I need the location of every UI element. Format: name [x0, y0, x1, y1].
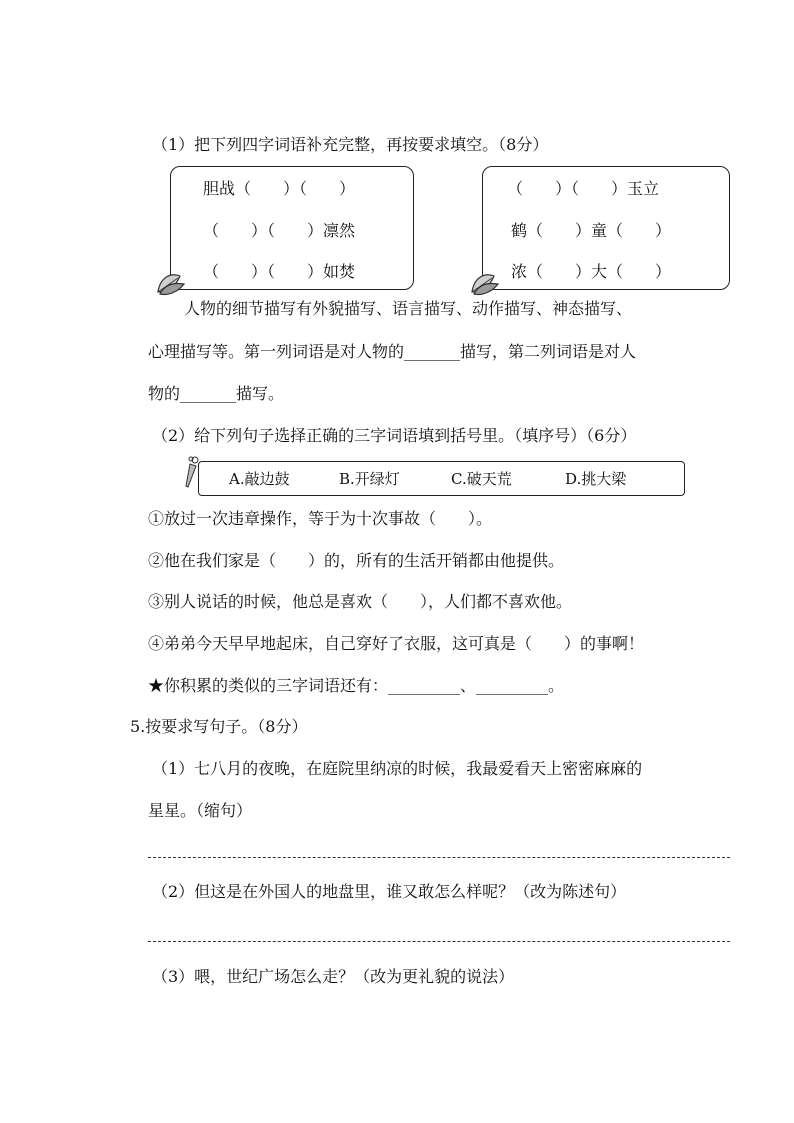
word-box-left-line-3: （ ）（ ）如焚	[203, 262, 356, 281]
word-box-right-line-2: 鹤（ ）童（ ）	[511, 221, 672, 240]
answer-line-1[interactable]	[148, 857, 730, 858]
word-box-right-line-1: （ ）（ ）玉立	[507, 179, 660, 198]
star-prompt: ★你积累的类似的三字词语还有：_________、_________。	[148, 676, 565, 695]
option-c: C.破天荒	[451, 470, 512, 488]
word-box-left-line-1: 胆战（ ）（ ）	[203, 179, 356, 198]
word-box-right-line-3: 浓（ ）大（ ）	[511, 262, 672, 281]
paragraph-line-2: 心理描写等。第一列词语是对人物的_______描写，第二列词语是对人	[148, 342, 637, 361]
paragraph-line-3: 物的_______描写。	[148, 384, 285, 403]
q5-item1-line1: （1）七八月的夜晚，在庭院里纳凉的时候，我最爱看天上密密麻麻的	[152, 759, 643, 778]
part1-title: （1）把下列四字词语补充完整，再按要求填空。（8分）	[152, 135, 549, 154]
leaf-decoration-icon	[468, 264, 502, 296]
word-box-right	[482, 166, 730, 290]
paragraph-line-1: 人物的细节描写有外貌描写、语言描写、动作描写、神态描写、	[184, 299, 633, 318]
word-box-left-line-2: （ ）（ ）凛然	[203, 221, 356, 240]
options-box	[198, 461, 685, 496]
sentence-2: ②他在我们家是（ ）的，所有的生活开销都由他提供。	[148, 551, 565, 570]
option-d: D.挑大梁	[565, 470, 627, 488]
part2-title: （2）给下列句子选择正确的三字词语填到括号里。（填序号）（6分）	[152, 426, 637, 445]
q5-title: 5.按要求写句子。（8分）	[130, 717, 308, 736]
sentence-1: ①放过一次违章操作，等于为十次事故（ ）。	[148, 509, 493, 528]
q5-item1-line2: 星星。（缩句）	[148, 801, 253, 820]
answer-line-2[interactable]	[148, 941, 730, 942]
option-b: B.开绿灯	[339, 470, 400, 488]
q5-item3: （3）喂，世纪广场怎么走？（改为更礼貌的说法）	[152, 967, 515, 986]
q5-item2: （2）但这是在外国人的地盘里，谁又敢怎么样呢？（改为陈述句）	[152, 882, 627, 901]
option-a: A.敲边鼓	[229, 470, 290, 488]
sentence-3: ③别人说话的时候，他总是喜欢（ ），人们都不喜欢他。	[148, 592, 573, 611]
leaf-decoration-icon	[154, 264, 188, 296]
sentence-4: ④弟弟今天早早地起床，自己穿好了衣服，这可真是（ ）的事啊！	[148, 634, 645, 653]
word-box-left	[170, 166, 414, 290]
